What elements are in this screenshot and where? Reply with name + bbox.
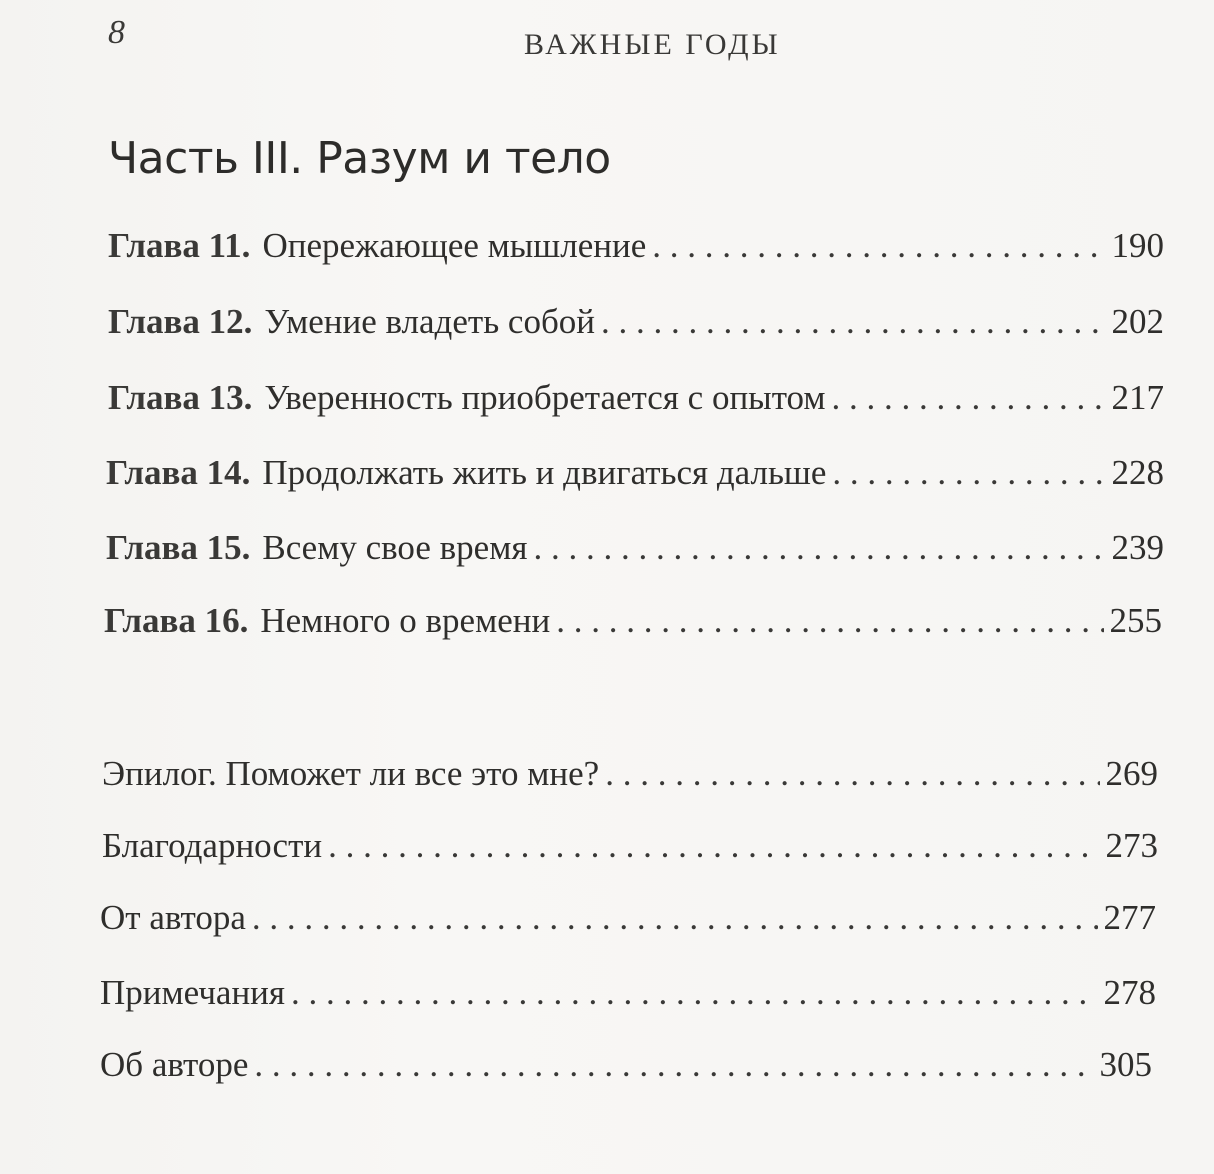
page-number: 8 (108, 14, 125, 51)
dot-leader (556, 603, 1103, 638)
entry-title: Об авторе (100, 1045, 249, 1084)
dot-leader (533, 530, 1105, 565)
toc-entry-epilogue[interactable] (102, 756, 1158, 791)
chapter-title: Продолжать жить и двигаться дальше (262, 453, 827, 492)
chapter-title: Опережающее мышление (262, 226, 647, 265)
chapter-title: Всему свое время (262, 528, 528, 567)
dot-leader (652, 228, 1105, 263)
toc-entry-chapter-11[interactable] (108, 228, 1164, 263)
toc-entry-chapter-14[interactable] (106, 455, 1164, 490)
dot-leader (252, 900, 1098, 935)
page-ref: 305 (1099, 1045, 1152, 1084)
chapter-label: Глава 14. (106, 453, 251, 492)
page-ref: 273 (1105, 826, 1158, 865)
chapter-title: Уверенность приобретается с опытом (264, 378, 826, 417)
chapter-title: Умение владеть собой (264, 302, 595, 341)
toc-entry-chapter-15[interactable] (106, 530, 1164, 565)
dot-leader (832, 455, 1105, 490)
page-ref: 190 (1111, 226, 1164, 265)
toc-entry-chapter-16[interactable] (104, 603, 1162, 638)
entry-title: Благодарности (102, 826, 323, 865)
dot-leader (291, 975, 1097, 1010)
dot-leader (605, 756, 1099, 791)
toc-entry-from-author[interactable] (100, 900, 1156, 935)
toc-entry-acknowledgements[interactable] (102, 828, 1158, 863)
chapter-title: Немного о времени (260, 601, 551, 640)
dot-leader (328, 828, 1099, 863)
page-ref: 239 (1111, 528, 1164, 567)
chapter-label: Глава 16. (104, 601, 249, 640)
chapter-label: Глава 13. (108, 378, 253, 417)
entry-title: Эпилог. Поможет ли все это мне? (102, 754, 600, 793)
toc-entry-chapter-13[interactable] (108, 380, 1164, 415)
entry-title: От автора (100, 898, 246, 937)
chapter-label: Глава 12. (108, 302, 253, 341)
entry-title: Примечания (100, 973, 286, 1012)
running-head: ВАЖНЫЕ ГОДЫ (524, 28, 781, 61)
page-ref: 278 (1103, 973, 1156, 1012)
page-ref: 277 (1103, 898, 1156, 937)
dot-leader (254, 1047, 1093, 1082)
page-ref: 255 (1109, 601, 1162, 640)
toc-entry-notes[interactable] (100, 975, 1156, 1010)
chapter-label: Глава 11. (108, 226, 251, 265)
dot-leader (601, 304, 1106, 339)
page-ref: 228 (1111, 453, 1164, 492)
page-ref: 202 (1111, 302, 1164, 341)
dot-leader (832, 380, 1106, 415)
page-ref: 217 (1111, 378, 1164, 417)
toc-entry-about-author[interactable] (100, 1047, 1152, 1082)
page-ref: 269 (1105, 754, 1158, 793)
chapter-label: Глава 15. (106, 528, 251, 567)
toc-entry-chapter-12[interactable] (108, 304, 1164, 339)
part-title: Часть III. Разум и тело (108, 133, 611, 184)
